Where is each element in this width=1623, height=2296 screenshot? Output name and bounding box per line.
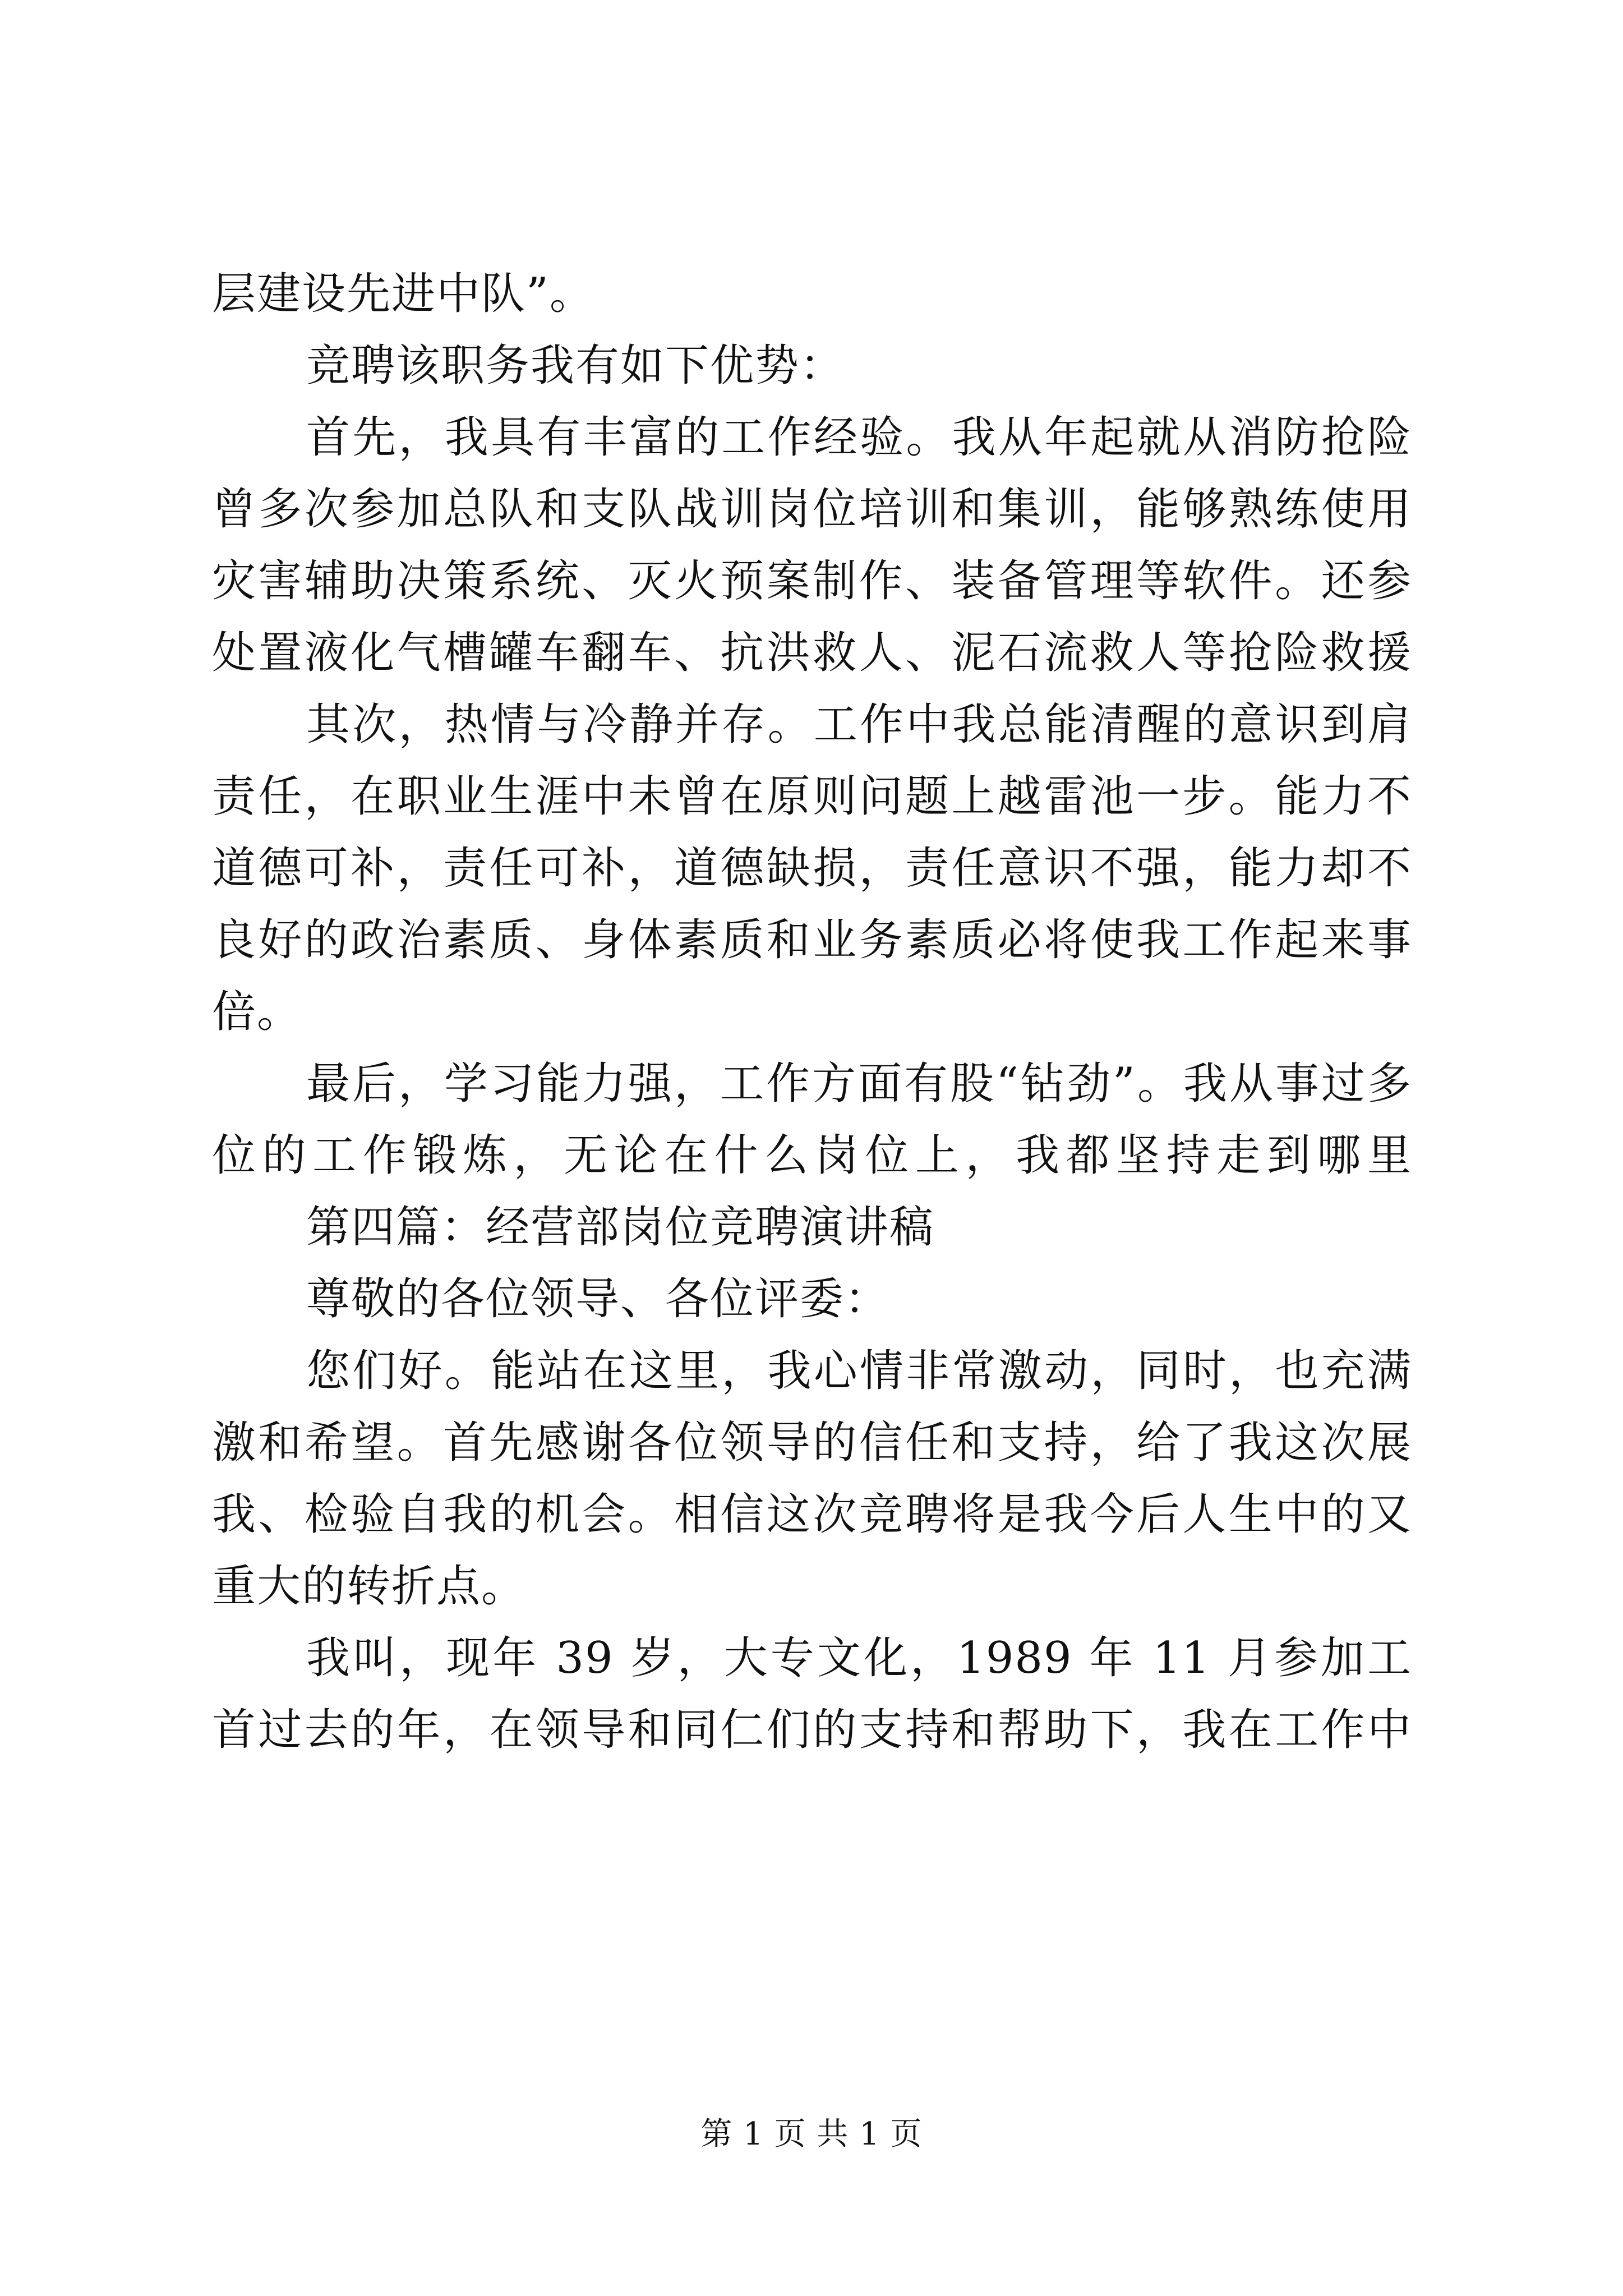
text-line: 您们好。能站在这里，我心情非常激动，同时，也充满	[306, 1346, 1412, 1396]
text-line: 位的工作锻炼，无论在什么岗位上，我都坚持走到哪里	[212, 1130, 1412, 1181]
text-line: 曾多次参加总队和支队战训岗位培训和集训，能够熟练使用	[212, 484, 1412, 535]
text-line: 层建设先进中队”。	[212, 269, 594, 319]
text-line: 重大的转折点。	[212, 1561, 527, 1612]
section-heading: 第四篇：经营部岗位竞聘演讲稿	[306, 1202, 935, 1253]
page-footer: 第 1 页 共 1 页	[700, 2116, 923, 2152]
text-line: 我、检验自我的机会。相信这次竞聘将是我今后人生中的又	[212, 1489, 1412, 1540]
text-line: 灾害辅助决策系统、灭火预案制作、装备管理等软件。还参	[212, 556, 1412, 606]
document-body	[212, 258, 1412, 1766]
text-line: 首先，我具有丰富的工作经验。我从年起就从消防抢险	[306, 412, 1412, 463]
text-line: 激和希望。首先感谢各位领导的信任和支持，给了我这次展	[212, 1418, 1412, 1468]
text-line: 我叫，现年 39 岁，大专文化，1989 年 11 月参加工	[306, 1633, 1412, 1683]
text-line: 其次，热情与冷静并存。工作中我总能清醒的意识到肩	[306, 700, 1412, 750]
text-line: 倍。	[212, 987, 302, 1037]
text-line: 首过去的年，在领导和同仁们的支持和帮助下，我在工作中	[212, 1705, 1412, 1755]
text-line: 处置液化气槽罐车翻车、抗洪救人、泥石流救人等抢险救援	[212, 628, 1412, 678]
text-line: 竞聘该职务我有如下优势：	[306, 341, 845, 391]
text-line: 良好的政治素质、身体素质和业务素质必将使我工作起来事	[212, 915, 1412, 965]
text-line: 责任，在职业生涯中未曾在原则问题上越雷池一步。能力不	[212, 771, 1412, 822]
salutation: 尊敬的各位领导、各位评委：	[306, 1274, 890, 1324]
text-line: 道德可补，责任可补，道德缺损，责任意识不强，能力却不	[212, 843, 1412, 894]
text-line: 最后，学习能力强，工作方面有股“钻劲”。我从事过多	[306, 1059, 1412, 1109]
